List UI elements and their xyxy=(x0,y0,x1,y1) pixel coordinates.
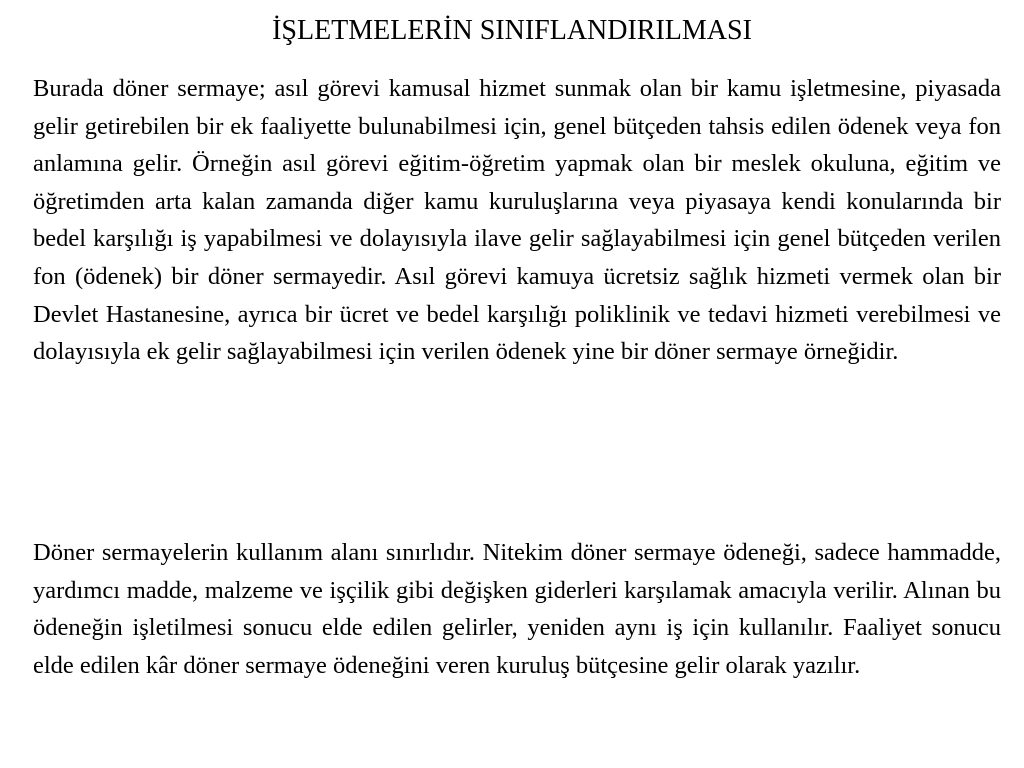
slide-title: İŞLETMELERİN SINIFLANDIRILMASI xyxy=(272,15,752,46)
paragraph-1: Burada döner sermaye; asıl görevi kamusal hizmet sunmak olan bir kamu işletmesine, piyasada gelir getirebilen bir ek faaliyette bulunabilmesi için, genel bütçeden tahsis edilen ödenek veya fon anlamına gelir. Örneğin asıl görevi eğitim-öğretim yapmak olan bir meslek okuluna, eğitim ve öğretimden arta kalan zamanda diğer kamu kuruluşlarına veya piyasaya kendi konularında bir bedel karşılığı iş yapabilmesi ve dolayısıyla ilave gelir sağlayabilmesi için genel bütçeden verilen fon (ödenek) bir döner sermayedir. Asıl görevi kamuya ücretsiz sağlık hizmeti vermek olan bir Devlet Hastanesine, ayrıca bir ücret ve bedel karşılığı poliklinik ve tedavi hizmeti verebilmesi ve dolayısıyla ek gelir sağlayabilmesi için verilen ödenek yine bir döner sermaye örneğidir. xyxy=(33,75,1001,366)
paragraph-2: Döner sermayelerin kullanım alanı sınırlıdır. Nitekim döner sermaye ödeneği, sadece hammadde, yardımcı madde, malzeme ve işçilik gibi değişken giderleri karşılamak amacıyla verilir. Alınan bu ödeneğin işletilmesi sonucu elde edilen gelirler, yeniden aynı iş için kullanılır. Faaliyet sonucu elde edilen kâr döner sermaye ödeneğini veren kuruluş bütçesine gelir olarak yazılır. xyxy=(33,539,1001,679)
